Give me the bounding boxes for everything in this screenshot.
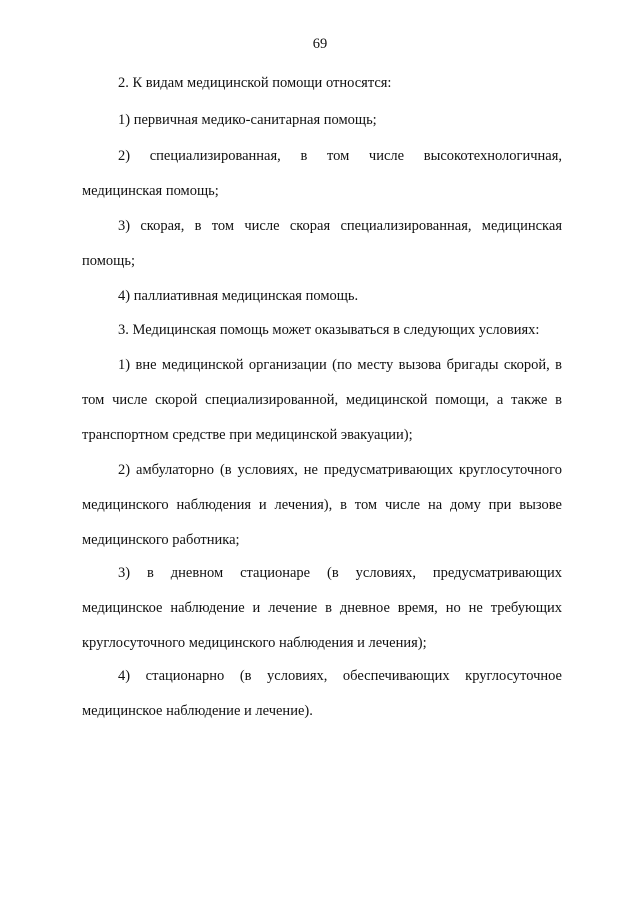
paragraph-emergency-care: 3) скорая, в том числе скорая специализированная, медицинская помощь; xyxy=(82,218,562,269)
paragraph-palliative-care: 4) паллиативная медицинская помощь. xyxy=(118,288,359,304)
paragraph-conditions-heading: 3. Медицинская помощь может оказываться в следующих условиях: xyxy=(118,322,540,338)
paragraph-outside-organization: 1) вне медицинской организации (по месту вызова бригады скорой, в том числе скорой специализированной, медицинской помощи, а также в транспортном средстве при медицинской эвакуации); xyxy=(82,357,562,443)
paragraph-outpatient: 2) амбулаторно (в условиях, не предусматривающих круглосуточного медицинского наблюдения и лечения), в том числе на дому при вызове медицинского работника; xyxy=(82,462,562,548)
paragraph-types-heading: 2. К видам медицинской помощи относятся: xyxy=(118,75,392,91)
paragraph-specialized-care: 2) специализированная, в том числе высокотехнологичная, медицинская помощь; xyxy=(82,148,562,199)
paragraph-inpatient: 4) стационарно (в условиях, обеспечивающих круглосуточное медицинское наблюдение и лечение). xyxy=(82,668,562,719)
paragraph-day-hospital: 3) в дневном стационаре (в условиях, предусматривающих медицинское наблюдение и лечение в дневное время, но не требующих круглосуточного медицинского наблюдения и лечения); xyxy=(82,565,562,651)
paragraph-primary-care: 1) первичная медико-санитарная помощь; xyxy=(118,112,377,128)
page-number: 69 xyxy=(312,36,328,52)
